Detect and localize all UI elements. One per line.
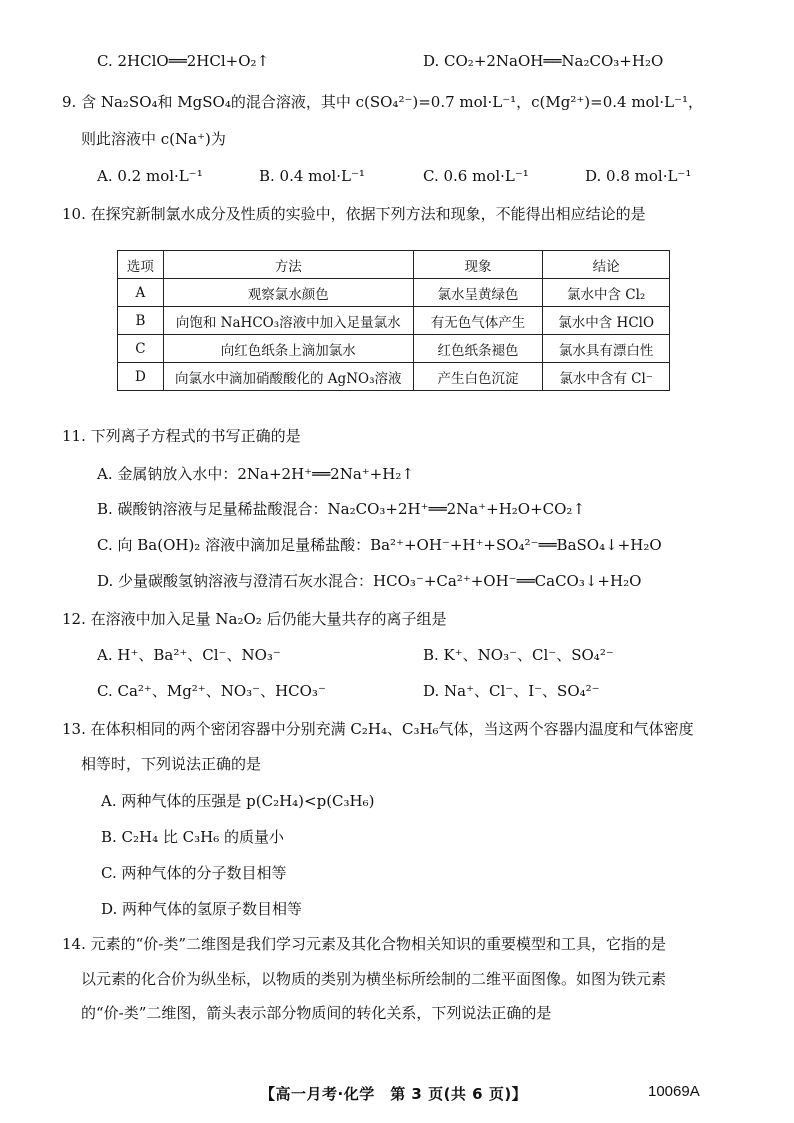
table-cell-option: B: [118, 307, 164, 335]
q13-option-d: D. 两种气体的氢原子数目相等: [101, 900, 303, 918]
q11-option-c: C. 向 Ba(OH)₂ 溶液中滴加足量稀盐酸：Ba²⁺+OH⁻+H⁺+SO₄²⁻══BaSO₄↓+H₂O: [97, 536, 662, 554]
page-footer-code: 10069A: [648, 1083, 700, 1100]
q13-option-a: A. 两种气体的压强是 p(C₂H₄)<p(C₃H₆): [101, 792, 375, 810]
table-cell-conclusion: 氯水中含 Cl₂: [543, 279, 670, 307]
table-cell-option: A: [118, 279, 164, 307]
table-cell-option: C: [118, 335, 164, 363]
table-header-row: [118, 251, 670, 279]
table-cell-phenomenon: 氯水呈黄绿色: [413, 279, 543, 307]
table-cell-conclusion: 氯水中含 HClO: [543, 307, 670, 335]
q9-option-a: A. 0.2 mol·L⁻¹: [97, 167, 203, 185]
table-cell-phenomenon: 红色纸条褪色: [413, 335, 543, 363]
q11-option-a: A. 金属钠放入水中：2Na+2H⁺══2Na⁺+H₂↑: [97, 465, 414, 483]
q12-option-d: D. Na⁺、Cl⁻、I⁻、SO₄²⁻: [423, 682, 600, 700]
q14-stem-line-2: 以元素的化合价为纵坐标，以物质的类别为横坐标所绘制的二维平面图像。如图为铁元素: [81, 970, 667, 988]
q9-stem-line-1: 9. 含 Na₂SO₄和 MgSO₄的混合溶液，其中 c(SO₄²⁻)=0.7 mol·L⁻¹，c(Mg²⁺)=0.4 mol·L⁻¹，: [62, 93, 704, 111]
table-header-method: 方法: [163, 251, 413, 279]
table-header-option: 选项: [118, 251, 164, 279]
table-header-phenomenon: 现象: [413, 251, 543, 279]
q12-option-a: A. H⁺、Ba²⁺、Cl⁻、NO₃⁻: [97, 646, 281, 664]
q12-stem: 12. 在溶液中加入足量 Na₂O₂ 后仍能大量共存的离子组是: [62, 610, 447, 628]
page-footer-title: 【高一月考·化学 第 3 页(共 6 页)】: [260, 1085, 528, 1103]
table-cell-phenomenon: 产生白色沉淀: [413, 363, 543, 391]
table-row: [118, 279, 670, 307]
table-row: [118, 307, 670, 335]
q13-option-b: B. C₂H₄ 比 C₃H₆ 的质量小: [101, 828, 285, 846]
q8-option-c: C. 2HClO══2HCl+O₂↑: [97, 52, 270, 70]
q9-stem-line-2: 则此溶液中 c(Na⁺)为: [81, 130, 226, 148]
q12-option-b: B. K⁺、NO₃⁻、Cl⁻、SO₄²⁻: [423, 646, 614, 664]
q14-stem-line-1: 14. 元素的“价-类”二维图是我们学习元素及其化合物相关知识的重要模型和工具，它指的是: [62, 935, 667, 953]
q9-option-b: B. 0.4 mol·L⁻¹: [259, 167, 365, 185]
q10-stem: 10. 在探究新制氯水成分及性质的实验中，依据下列方法和现象，不能得出相应结论的是: [62, 205, 646, 223]
q9-option-c: C. 0.6 mol·L⁻¹: [423, 167, 529, 185]
table-cell-phenomenon: 有无色气体产生: [413, 307, 543, 335]
table-cell-method: 向氯水中滴加硝酸酸化的 AgNO₃溶液: [163, 363, 413, 391]
experiment-table: [117, 250, 670, 391]
q8-option-d: D. CO₂+2NaOH══Na₂CO₃+H₂O: [423, 52, 664, 70]
q13-option-c: C. 两种气体的分子数目相等: [101, 864, 287, 882]
q13-stem-line-2: 相等时，下列说法正确的是: [81, 755, 262, 773]
q11-option-b: B. 碳酸钠溶液与足量稀盐酸混合：Na₂CO₃+2H⁺══2Na⁺+H₂O+CO₂↑: [97, 500, 586, 518]
q12-option-c: C. Ca²⁺、Mg²⁺、NO₃⁻、HCO₃⁻: [97, 682, 326, 700]
table-cell-method: 观察氯水颜色: [163, 279, 413, 307]
table-row: [118, 363, 670, 391]
table-cell-conclusion: 氯水中含有 Cl⁻: [543, 363, 670, 391]
table-cell-option: D: [118, 363, 164, 391]
table-cell-method: 向红色纸条上滴加氯水: [163, 335, 413, 363]
table-cell-conclusion: 氯水具有漂白性: [543, 335, 670, 363]
q13-stem-line-1: 13. 在体积相同的两个密闭容器中分别充满 C₂H₄、C₃H₆气体，当这两个容器内温度和气体密度: [62, 720, 694, 738]
table-cell-method: 向饱和 NaHCO₃溶液中加入足量氯水: [163, 307, 413, 335]
q11-stem: 11. 下列离子方程式的书写正确的是: [62, 427, 301, 445]
q14-stem-line-3: 的“价-类”二维图，箭头表示部分物质间的转化关系，下列说法正确的是: [81, 1004, 552, 1022]
q9-option-d: D. 0.8 mol·L⁻¹: [585, 167, 692, 185]
q11-option-d: D. 少量碳酸氢钠溶液与澄清石灰水混合：HCO₃⁻+Ca²⁺+OH⁻══CaCO₃↓+H₂O: [97, 572, 642, 590]
table-header-conclusion: 结论: [543, 251, 670, 279]
table-row: [118, 335, 670, 363]
